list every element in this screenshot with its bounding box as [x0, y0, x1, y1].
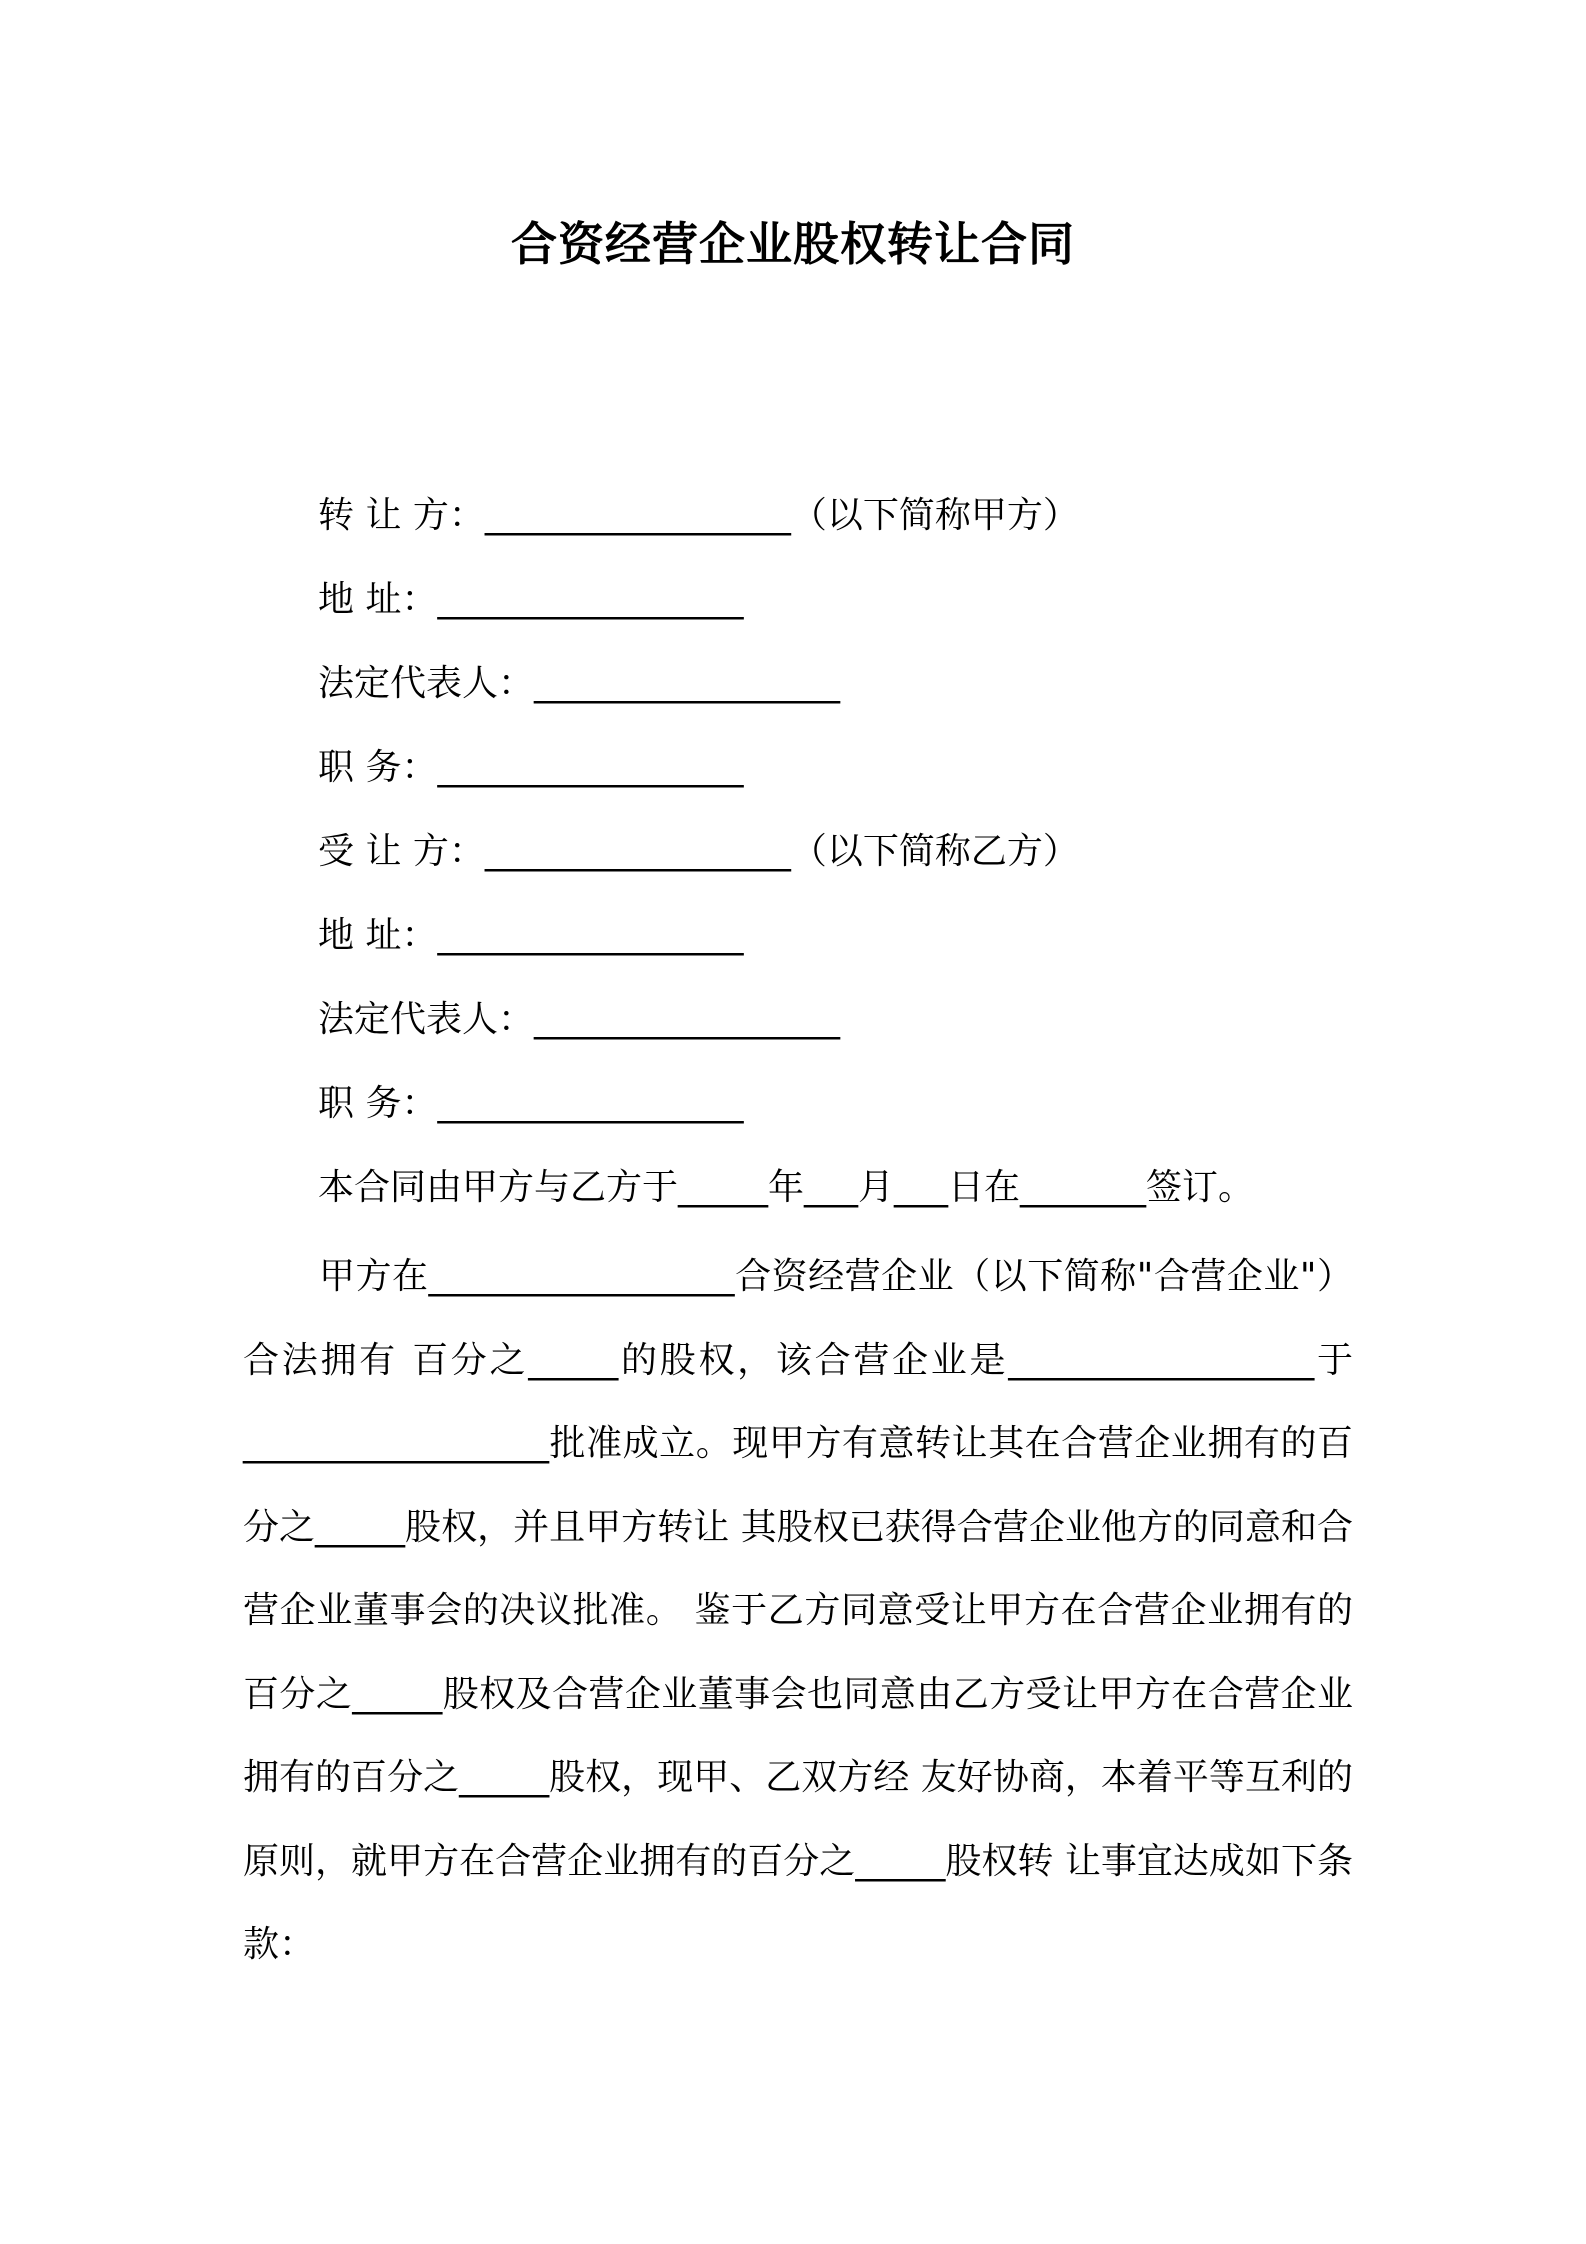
- field-label: 职 务：: [318, 1083, 438, 1124]
- fill-in-blank: _________________: [534, 663, 841, 704]
- fill-in-blank: _________________: [437, 915, 744, 956]
- body-paragraph: 甲方在_________________合资经营企业（以下简称"合营企业"） 合法拥有 百分之_____的股权，该合营企业是_________________于_________________批准成立。现甲方有意转让其在合营企业拥有的百分之_____股权，并且甲方转让 其股权已获得合营企业他方的同意和合营企业董事会的决议批准。 鉴于乙方同意受让甲方在合营企业拥有的百分之_____股权及合营企业董事会也同意由乙方受让甲方在合营企业拥有的百分之_____股权，现甲、乙双方经 友好协商，本着平等互利的原则，就甲方在合营企业拥有的百分之_____股权转 让事宜达成如下条款：: [243, 1256, 1353, 1965]
- party-b-address-field: [318, 911, 743, 961]
- field-label: 地 址：: [318, 579, 438, 620]
- fill-in-blank: _________________: [484, 831, 791, 872]
- document-title: 合资经营企业股权转让合同: [511, 217, 1075, 271]
- party-b-name-field: [318, 827, 1079, 877]
- field-label: 职 务：: [318, 747, 438, 788]
- field-label: 受 让 方：: [318, 831, 485, 872]
- party-a-address-field: [318, 575, 743, 625]
- field-label: 地 址：: [318, 915, 438, 956]
- party-a-legal-rep-field: [318, 659, 840, 709]
- field-label: 转 让 方：: [318, 495, 485, 536]
- signing-line: 本合同由甲方与乙方于_____年___月___日在_______签订。: [318, 1167, 1255, 1208]
- party-a-name-field: [318, 491, 1079, 541]
- fill-in-blank: _________________: [534, 999, 841, 1040]
- party-a-position-field: [318, 743, 743, 793]
- fill-in-blank: _________________: [484, 495, 791, 536]
- field-suffix: （以下简称甲方）: [790, 495, 1079, 536]
- fill-in-blank: _________________: [437, 579, 744, 620]
- field-label: 法定代表人：: [318, 999, 535, 1040]
- fill-in-blank: _________________: [437, 1083, 744, 1124]
- party-b-legal-rep-field: [318, 995, 840, 1045]
- field-label: 法定代表人：: [318, 663, 535, 704]
- field-suffix: （以下简称乙方）: [790, 831, 1079, 872]
- fill-in-blank: _________________: [437, 747, 744, 788]
- party-b-position-field: [318, 1079, 743, 1129]
